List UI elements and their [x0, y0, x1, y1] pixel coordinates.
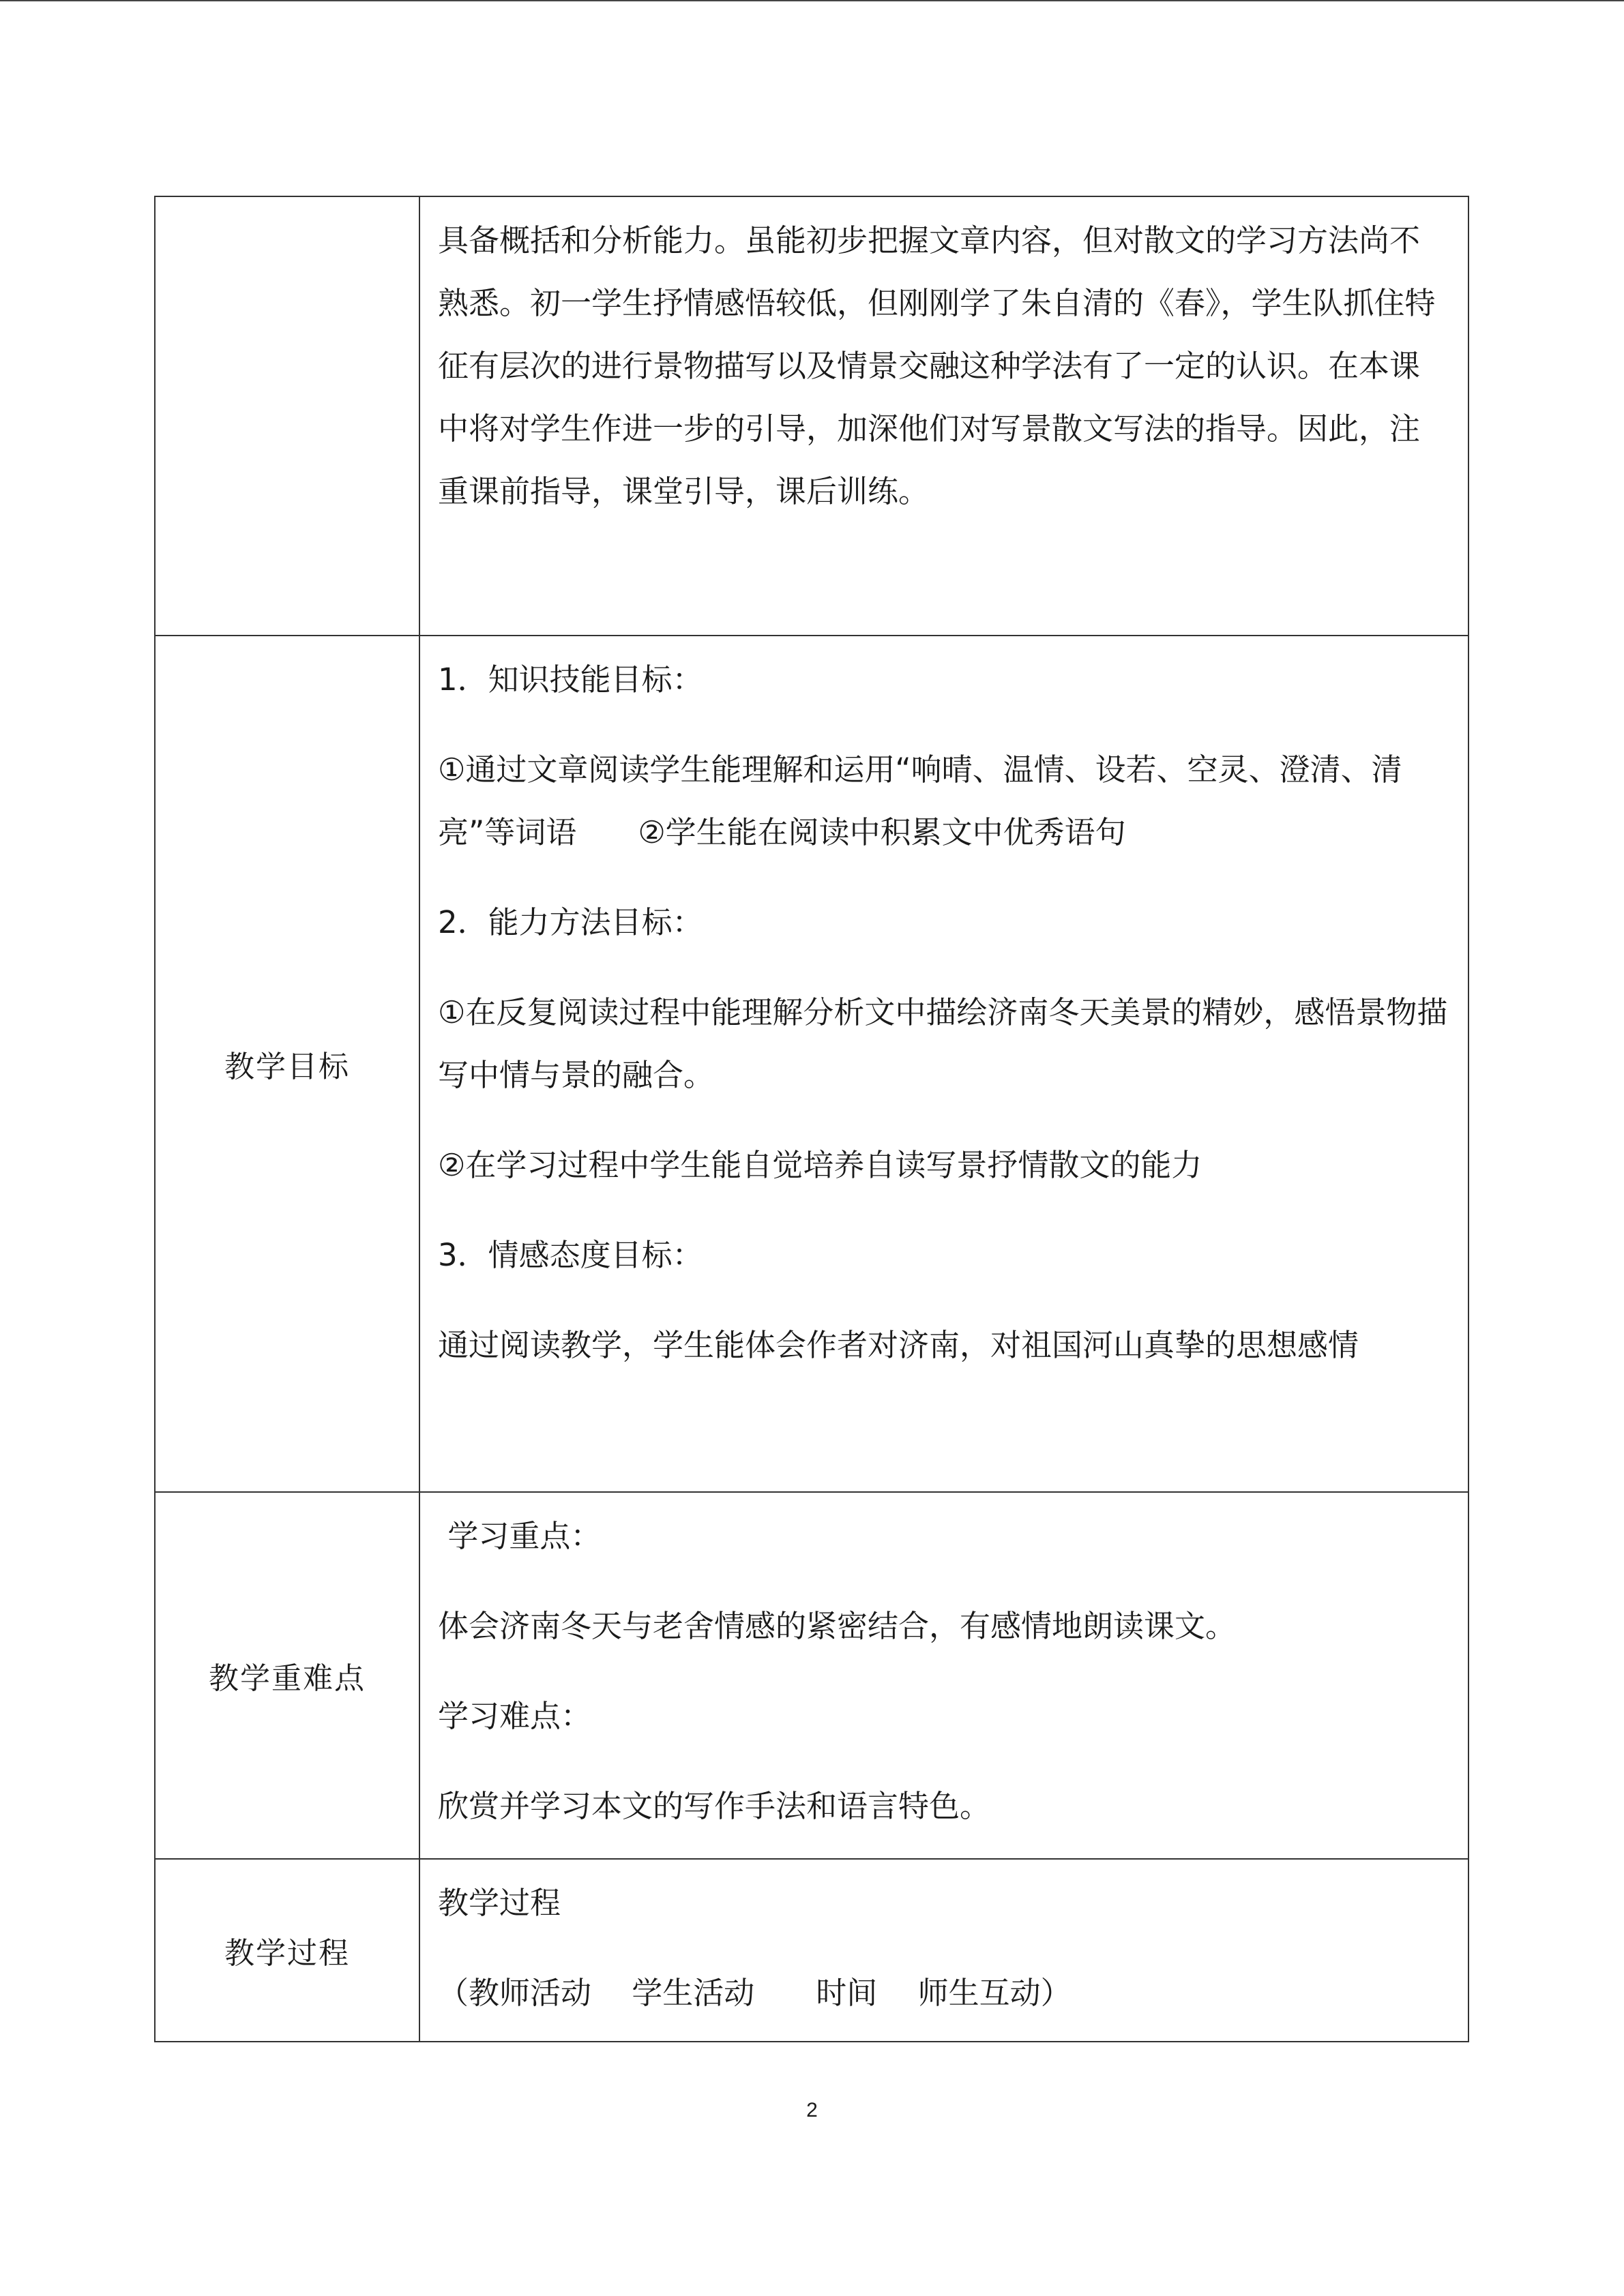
objective-heading: 3．情感态度目标： [438, 1237, 703, 1273]
key-point-heading: 学习重点： [438, 1518, 602, 1554]
row-label-teaching-objectives: 教学目标 [155, 636, 419, 1492]
difficult-point-text: 欣赏并学习本文的写作手法和语言特色。 [438, 1788, 991, 1824]
process-heading: 教学过程 [438, 1885, 561, 1921]
objective-item: ①在反复阅读过程中能理解分析文中描绘济南冬天美景的精妙，感悟景物描写中情与景的融合。 [438, 994, 1448, 1093]
row-label [155, 196, 419, 636]
key-point-text: 体会济南冬天与老舍情感的紧密结合，有感情地朗读课文。 [438, 1608, 1237, 1644]
difficult-point-heading: 学习难点： [438, 1698, 592, 1734]
objective-item: ②在学习过程中学生能自觉培养自读写景抒情散文的能力 [438, 1147, 1202, 1183]
objective-heading: 1．知识技能目标： [438, 661, 703, 698]
row-content [419, 1859, 1468, 2042]
paragraph: 具备概括和分析能力。虽能初步把握文章内容，但对散文的学习方法尚不熟悉。初一学生抒情感悟较低，但刚刚学了朱自清的《春》，学生队抓住特征有层次的进行景物描写以及情景交融这种学法有了一定的认识。在本课中将对学生作进一步的引导，加深他们对写景散文写法的指导。因此，注重课前指导，课堂引导，课后训练。 [438, 222, 1436, 509]
table-row-teaching-objectives [155, 636, 1468, 1492]
row-label-key-difficult-points: 教学重难点 [155, 1492, 419, 1859]
row-content [419, 1492, 1468, 1859]
top-border-line [0, 0, 1624, 1]
process-columns: （教师活动 学生活动 时间 师生互动） [438, 1975, 1072, 2011]
table-row-teaching-process [155, 1859, 1468, 2042]
row-label-teaching-process: 教学过程 [155, 1859, 419, 2042]
table-row-student-analysis [155, 196, 1468, 636]
objective-item: 通过阅读教学，学生能体会作者对济南，对祖国河山真挚的思想感情 [438, 1327, 1359, 1363]
row-content [419, 196, 1468, 636]
objective-item: ①通过文章阅读学生能理解和运用“响晴、温情、设若、空灵、澄清、清亮”等词语 ②学生能在阅读中积累文中优秀语句 [438, 751, 1402, 850]
objective-heading: 2．能力方法目标： [438, 904, 703, 940]
row-content [419, 636, 1468, 1492]
table-row-key-difficult-points [155, 1492, 1468, 1859]
lesson-plan-table [154, 196, 1469, 2042]
page-number: 2 [806, 2099, 818, 2121]
